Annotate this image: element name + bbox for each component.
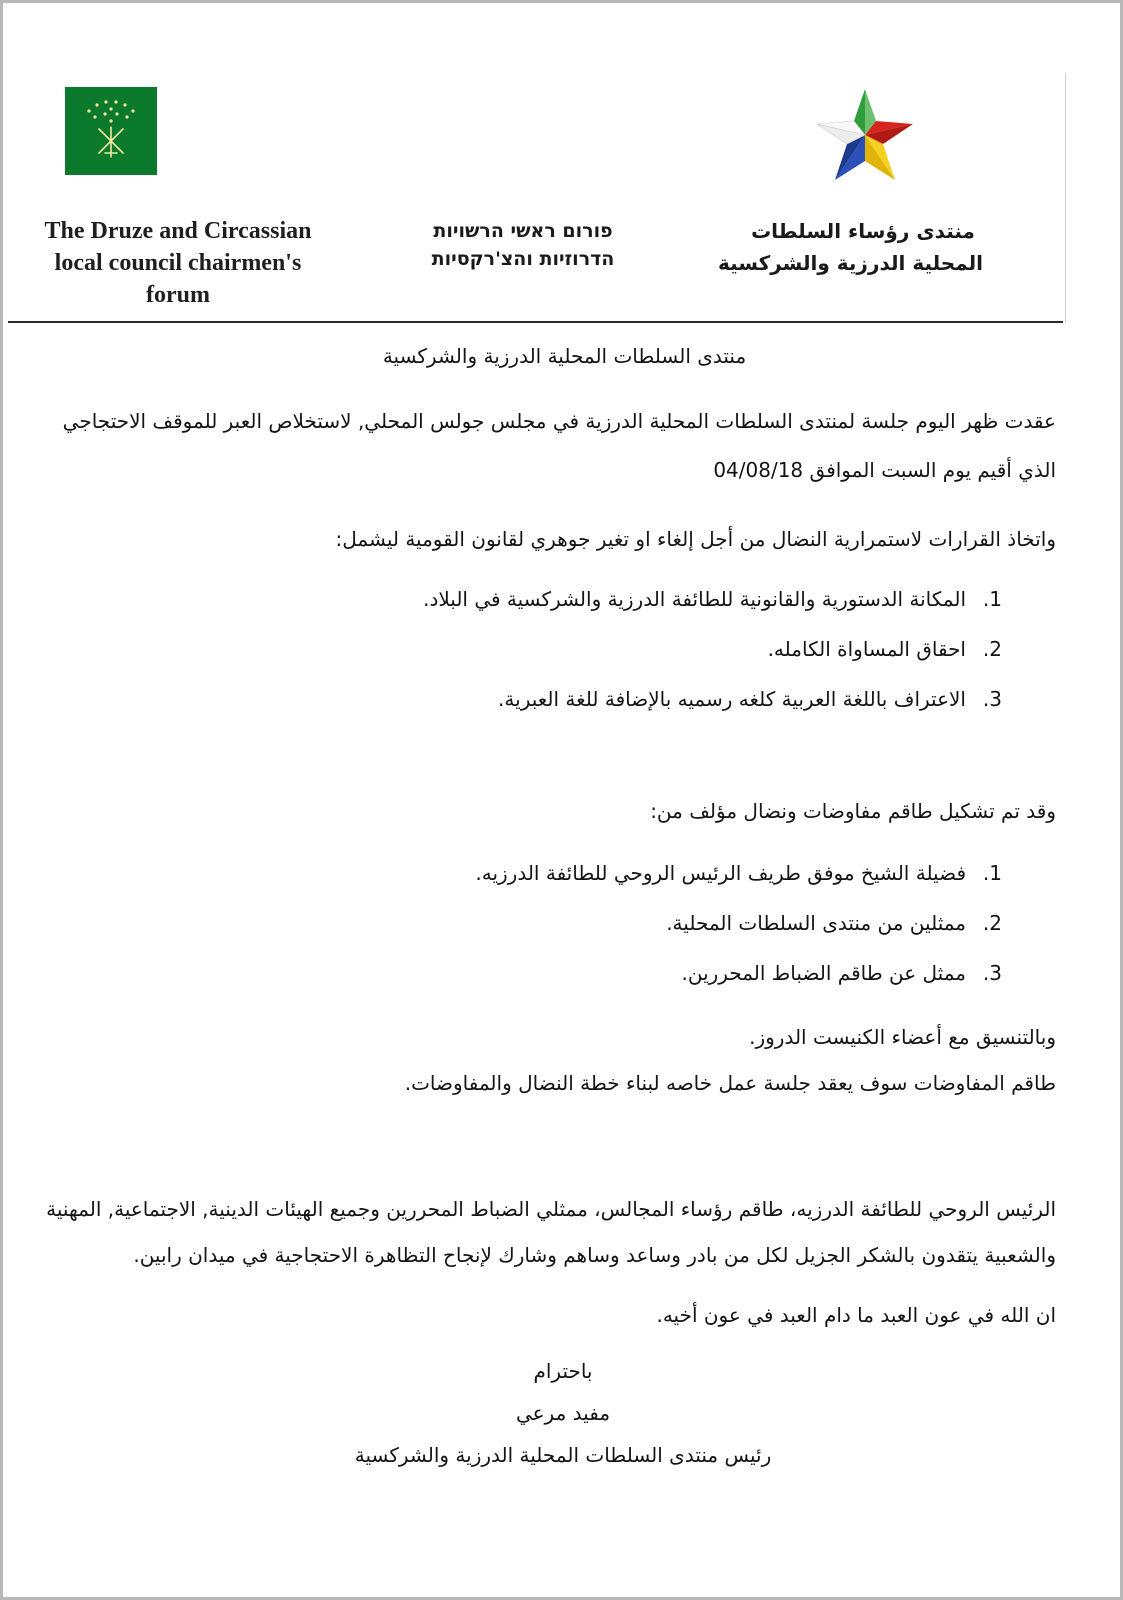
letter-title: منتدى السلطات المحلية الدرزية والشركسية — [382, 344, 747, 368]
team-number: 2. — [982, 911, 1002, 935]
intro-line: عقدت ظهر اليوم جلسة لمنتدى السلطات المحلية الدرزية في مجلس جولس المحلي, لاستخلاص العبر للموقف الاحتجاجي — [62, 409, 1056, 433]
team-item — [475, 861, 1002, 885]
team-intro: وقد تم تشكيل طاقم مفاوضات ونضال مؤلف من: — [650, 799, 1056, 823]
header-arabic — [717, 215, 983, 279]
decision-number: 2. — [982, 637, 1002, 661]
team-item — [681, 961, 1002, 985]
druze-star-icon — [815, 87, 915, 183]
decision-item — [423, 587, 1002, 611]
team-text: ممثل عن طاقم الضباط المحررين. — [681, 961, 966, 985]
decision-item — [768, 637, 1002, 661]
header-divider-horizontal — [8, 321, 1063, 323]
header-english-line: local council chairmen's — [54, 250, 302, 276]
header-english-line: forum — [146, 282, 210, 308]
team-item — [666, 911, 1002, 935]
decision-item — [498, 687, 1002, 711]
header-english-line: The Druze and Circassian — [44, 218, 312, 244]
team-number: 1. — [982, 861, 1002, 885]
decision-number: 3. — [982, 687, 1002, 711]
thanks-line: الرئيس الروحي للطائفة الدرزيه، طاقم رؤساء المجالس، ممثلي الضباط المحررين وجميع الهيئات الدينية, الاجتماعية, المهنية — [46, 1197, 1056, 1221]
header-english — [23, 215, 333, 311]
intro-line: الذي أقيم يوم السبت الموافق 04/08/18 — [713, 458, 1056, 482]
decision-number: 1. — [982, 587, 1002, 611]
header-arabic-line: منتدى رؤساء السلطات — [751, 219, 975, 243]
negotiation-line: طاقم المفاوضات سوف يعقد جلسة عمل خاصه لبناء خطة النضال والمفاوضات. — [404, 1071, 1056, 1095]
signer-name: مفيد مرعي — [515, 1401, 611, 1425]
decision-text: المكانة الدستورية والقانونية للطائفة الدرزية والشركسية في البلاد. — [423, 587, 966, 611]
decision-text: الاعتراف باللغة العربية كلغه رسميه بالإضافة للغة العبرية. — [498, 687, 966, 711]
signer-title: رئيس منتدى السلطات المحلية الدرزية والشركسية — [354, 1443, 772, 1467]
thanks-line: والشعبية يتقدون بالشكر الجزيل لكل من بادر وساعد وساهم وشارك لإنجاح التظاهرة الاحتجاجية في ميدان رابين. — [133, 1243, 1056, 1267]
header-hebrew-line: הדרוזיות והצ'רקסיות — [431, 248, 615, 270]
header-hebrew — [423, 217, 623, 273]
decisions-intro: واتخاذ القرارات لاستمرارية النضال من أجل إلغاء او تغير جوهري لقانون القومية ليشمل: — [335, 527, 1056, 551]
header-divider-vertical — [1065, 73, 1066, 323]
team-number: 3. — [982, 961, 1002, 985]
coordination-line: وبالتنسيق مع أعضاء الكنيست الدروز. — [749, 1025, 1056, 1049]
circassian-flag-icon — [65, 87, 157, 175]
team-text: ممثلين من منتدى السلطات المحلية. — [666, 911, 966, 935]
closing: باحترام — [533, 1359, 593, 1383]
decision-text: احقاق المساواة الكامله. — [767, 637, 966, 661]
team-text: فضيلة الشيخ موفق طريف الرئيس الروحي للطائفة الدرزيه. — [475, 861, 966, 885]
proverb-line: ان الله في عون العبد ما دام العبد في عون أخيه. — [656, 1303, 1056, 1327]
header-hebrew-line: פורום ראשי הרשויות — [433, 220, 613, 242]
header-arabic-line: المحلية الدرزية والشركسية — [717, 251, 983, 275]
